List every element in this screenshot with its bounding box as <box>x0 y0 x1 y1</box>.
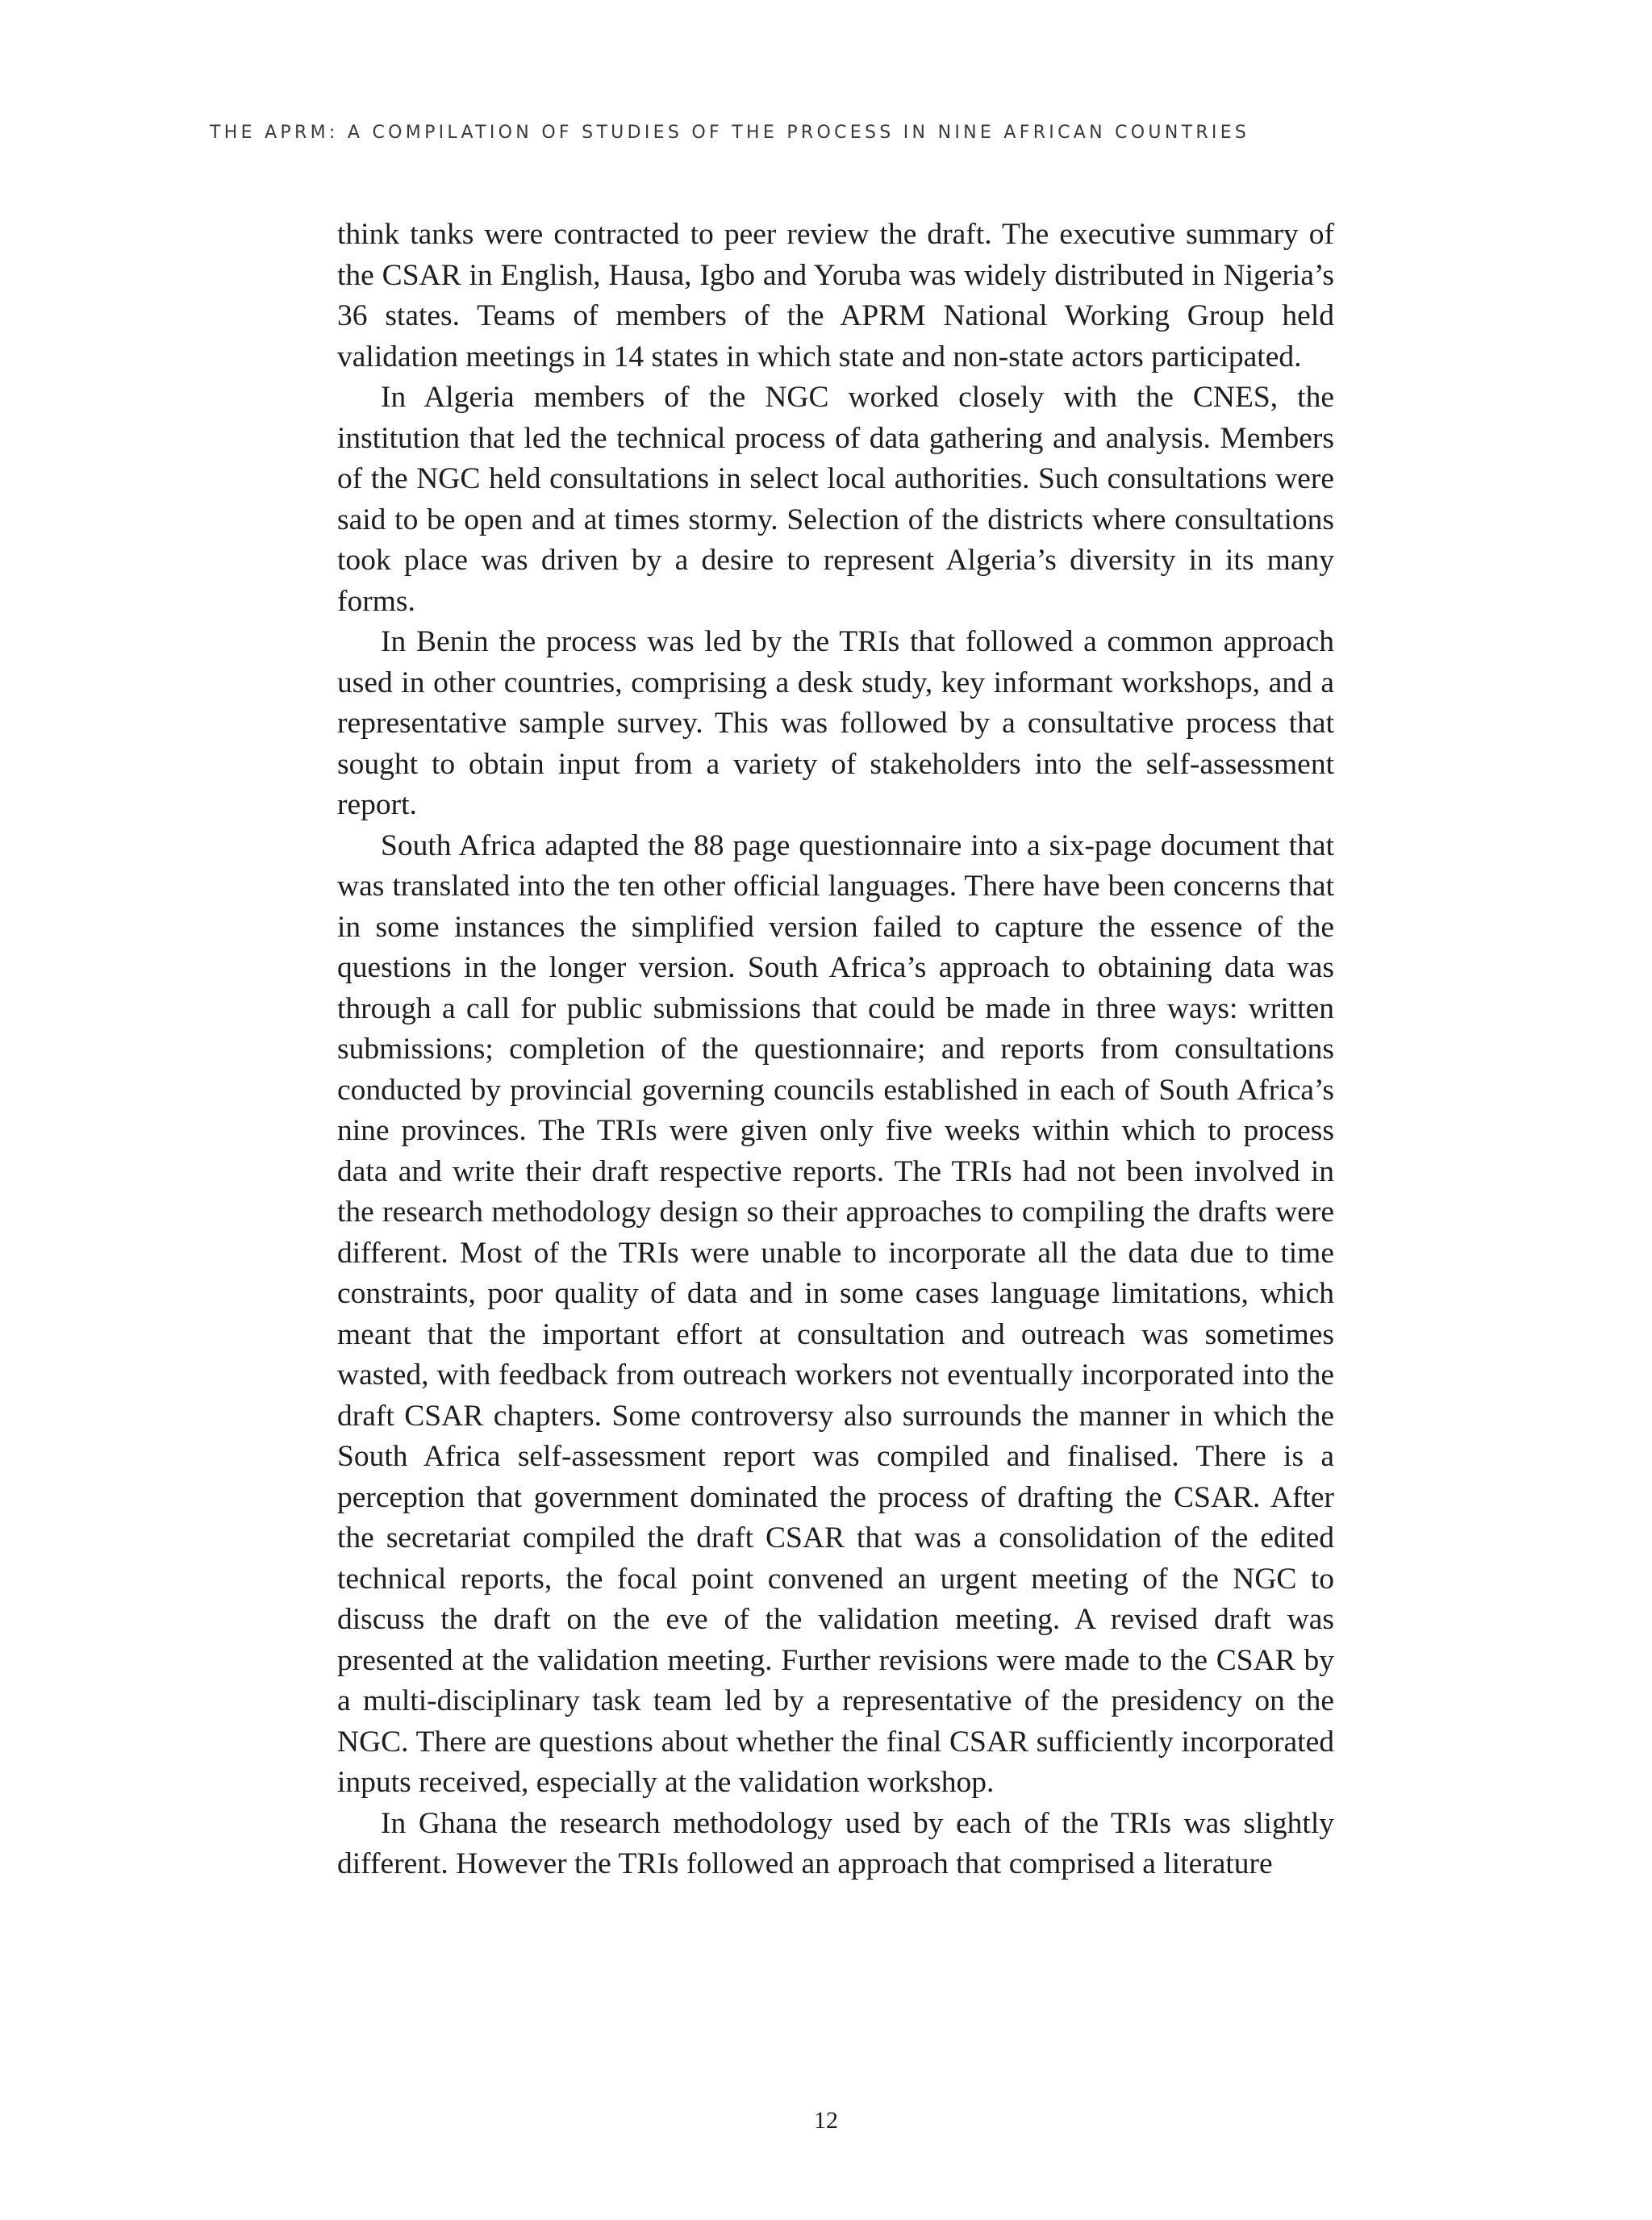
paragraph-south-africa: South Africa adapted the 88 page questionnaire into a six-page document that was translated into the ten other official languages. There have been concerns that in some instances the simplified version failed to capture the essence of the questions in the longer version. South Africa’s approach to obtaining data was through a call for public submissions that could be made in three ways: written submissions; completion of the questionnaire; and reports from consultations conducted by provincial governing councils established in each of South Africa’s nine provinces. The TRIs were given only five weeks within which to process data and write their draft respective reports. The TRIs had not been involved in the research methodology design so their approaches to compiling the drafts were different. Most of the TRIs were unable to incorporate all the data due to time constraints, poor quality of data and in some cases language limitations, which meant that the important effort at consultation and outreach was sometimes wasted, with feedback from outreach workers not eventually incorporated into the draft CSAR chapters. Some controversy also surrounds the manner in which the South Africa self-assessment report was compiled and finalised. There is a perception that government dominated the process of drafting the CSAR. After the secretariat compiled the draft CSAR that was a consolidation of the edited technical reports, the focal point convened an urgent meeting of the NGC to discuss the draft on the eve of the validation meeting. A revised draft was presented at the validation meeting. Further revisions were made to the CSAR by a multi-disciplinary task team led by a representative of the presidency on the NGC. There are questions about whether the final CSAR sufficiently incorporated inputs received, especially at the validation workshop. <box>337 828 1334 1799</box>
body-text <box>337 215 1334 1885</box>
paragraph-nigeria-continued: think tanks were contracted to peer review the draft. The executive summary of the CSAR in English, Hausa, Igbo and Yoruba was widely distributed in Nigeria’s 36 states. Teams of members of the APRM National Working Group held validation meetings in 14 states in which state and non-state actors participated. <box>337 218 1334 373</box>
paragraph-algeria: In Algeria members of the NGC worked closely with the CNES, the institution that led the technical process of data gathering and analysis. Members of the NGC held consultations in select local authorities. Such consultations were said to be open and at times stormy. Selection of the districts where consultations took place was driven by a desire to represent Algeria’s diversity in its many forms. <box>337 381 1334 618</box>
running-header: THE APRM: A COMPILATION OF STUDIES OF THE PROCESS IN NINE AFRICAN COUNTRIES <box>210 123 1250 143</box>
paragraph-ghana: In Ghana the research methodology used by each of the TRIs was slightly different. However the TRIs followed an approach that comprised a literature <box>337 1806 1334 1880</box>
paragraph-benin: In Benin the process was led by the TRIs that followed a common approach used in other countries, comprising a desk study, key informant workshops, and a representative sample survey. This was followed by a consultative process that sought to obtain input from a variety of stakeholders into the self-assessment report. <box>337 625 1334 821</box>
page-number: 12 <box>814 2107 838 2134</box>
